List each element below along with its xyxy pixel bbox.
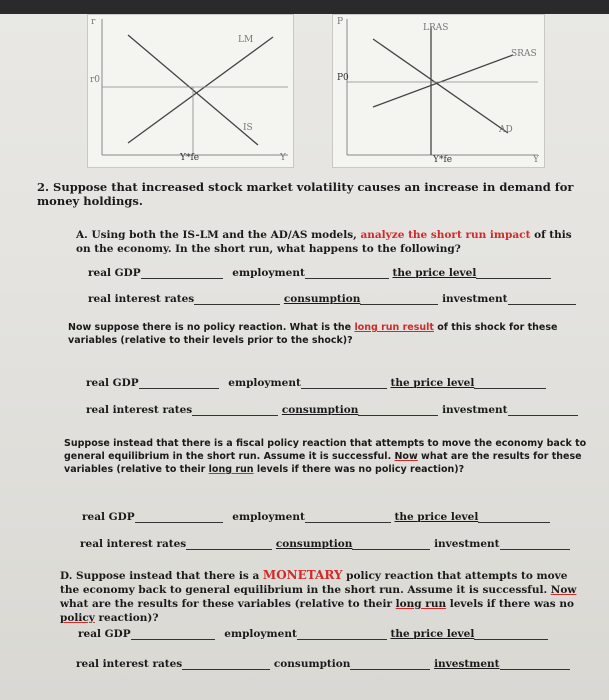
question-number: 2. (37, 180, 50, 194)
ad-as-graph (332, 14, 545, 168)
blank-investment-d[interactable] (500, 659, 570, 670)
highlight-short-run: analyze the short run impact (360, 229, 531, 241)
row-b1: real GDP employment the price level (86, 377, 546, 389)
blank-price-d[interactable] (474, 629, 548, 640)
blank-rate-a[interactable] (194, 294, 280, 305)
part-d-prompt: D. Suppose instead that there is a MONETARY policy reaction that attempts to move the economy back to general equilibrium in the short run. Assume it is successful. Now what are the results for these variables (relative to their long run levels if there was no policy reaction)? (60, 568, 577, 624)
part-a-prompt: A. Using both the IS-LM and the AD/AS models, analyze the short run impact of this on the economy. In the short run, what happens to the following? (76, 229, 572, 255)
blank-price-c[interactable] (478, 512, 550, 523)
row-d1: real GDP employment the price level (78, 628, 548, 640)
blank-gdp-b[interactable] (139, 378, 219, 389)
blank-investment-b[interactable] (508, 405, 578, 416)
blank-price-a[interactable] (476, 268, 551, 279)
is-lm-graph (87, 14, 294, 168)
is-lm-graph-svg (88, 15, 293, 167)
blank-gdp-c[interactable] (135, 512, 223, 523)
blank-price-b[interactable] (474, 378, 546, 389)
blank-gdp-d[interactable] (131, 629, 215, 640)
blank-investment-c[interactable] (500, 539, 570, 550)
row-c2: real interest rates consumption investment (80, 538, 570, 550)
blank-employment-d[interactable] (297, 629, 387, 640)
top-edge (0, 0, 609, 14)
blank-investment-a[interactable] (508, 294, 576, 305)
blank-employment-b[interactable] (301, 378, 387, 389)
blank-consumption-d[interactable] (350, 659, 430, 670)
highlight-monetary: MONETARY (262, 568, 343, 582)
blank-rate-c[interactable] (186, 539, 272, 550)
p-axis-label: P (337, 17, 344, 27)
blank-rate-d[interactable] (182, 659, 270, 670)
y-axis-label: r (91, 17, 96, 27)
is-label: IS (243, 123, 253, 133)
x-axis-label-2: Y (533, 155, 539, 165)
r0-label: r0 (90, 75, 101, 85)
lras-label: LRAS (423, 23, 449, 33)
question-2 (37, 180, 587, 208)
sras-label: SRAS (511, 49, 537, 59)
ad-label: AD (499, 125, 513, 135)
ad-curve (373, 39, 508, 133)
yfe-label: Y*fe (180, 153, 200, 163)
question-text: Suppose that increased stock market volatility causes an increase in demand for money holdings. (37, 180, 574, 208)
blank-consumption-a[interactable] (360, 294, 438, 305)
blank-employment-a[interactable] (305, 268, 389, 279)
x-axis-label: Y (280, 153, 286, 163)
blank-gdp-a[interactable] (141, 268, 223, 279)
lm-label: LM (238, 35, 254, 45)
row-b2: real interest rates consumption investment (86, 404, 578, 416)
blank-employment-c[interactable] (305, 512, 391, 523)
row-c1: real GDP employment the price level (82, 511, 550, 523)
long-run-prompt: Now suppose there is no policy reaction. What is the long run result of this shock for these variables (relative to their levels prior to the shock)? (68, 322, 558, 346)
sras-curve (373, 55, 513, 107)
row-a2: real interest rates consumption investment (88, 293, 576, 305)
highlight-long-run: long run result (354, 322, 434, 333)
ad-as-graph-svg (333, 15, 544, 167)
row-a1: real GDP employment the price level (88, 267, 551, 279)
underline-long-run: long run (208, 464, 254, 475)
blank-consumption-b[interactable] (358, 405, 438, 416)
yfe-label-2: Y*fe (433, 155, 453, 165)
p0-label: P0 (337, 73, 349, 83)
fiscal-prompt: Suppose instead that there is a fiscal policy reaction that attempts to move the economy back to general equilibrium in the short run. Assume it is successful. Now what are the results for these variables (relative to their long run levels if there was no policy reaction)? (64, 438, 587, 475)
row-d2: real interest rates consumption investment (76, 658, 570, 670)
blank-rate-b[interactable] (192, 405, 278, 416)
blank-consumption-c[interactable] (352, 539, 430, 550)
